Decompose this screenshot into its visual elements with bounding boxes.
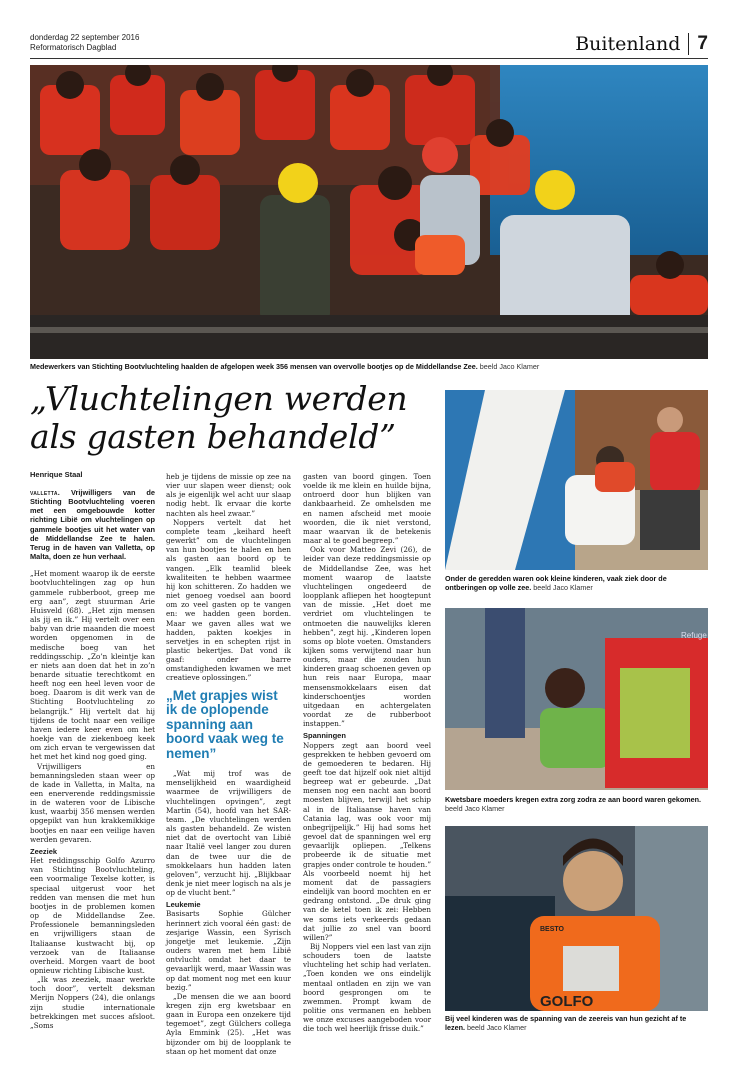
byline: Henrique Staal	[30, 470, 83, 479]
header-rule	[30, 58, 708, 59]
photo-4-illustration	[445, 826, 708, 1011]
photo-3-credit: beeld Jaco Klamer	[445, 804, 505, 813]
paragraph: Noppers zegt aan boord veel gesprekken te hebben gevoerd om de gemoederen te bedaren. Hij geeft toe dat hijzelf ook niet altijd begreep wat er gebeurde. „Dat mensen nog een nacht aan boord moesten blijven, terwijl het schip al in de Italiaanse haven van Catania lag, was ook voor mij onbegrijpelijk.” Hij had soms het gevoel dat de spanningen wel erg gevaarlijk opliepen. „Telkens probeerde ik de situatie met grapjes onder controle te houden.” Als voorbeeld noemt hij het moment dat de passagiers eindelijk van boord mochten en er gedrang ontstond. „De druk ging van de ketel toen ik zei: Hebben we soms iets verkeerds gedaan dat jullie zo snel van boord willen?”	[303, 740, 431, 942]
article-column-2	[166, 472, 291, 1056]
photo-children-rescue	[445, 390, 708, 570]
photo-4-vest-label: BESTO	[540, 926, 564, 933]
photo-4-caption	[445, 1014, 708, 1032]
lead-text: Vrijwilligers van de Stichting Bootvluchteling voeren met een omgebouwde kotter richting Libië om vluchtelingen op gammele bootjes uit het water van de Middellandse Zee te halen. Terug in de haven van Valletta, op Malta, doen ze hun verhaal.	[30, 488, 155, 562]
paragraph: Basisarts Sophie Gülcher herinnert zich vooral één gast: de zesjarige Wassin, een Syrisch jongetje met leukemie. „Zijn ouders waren met hem Libië ontvlucht omdat het daar te gevaarlijk werd, maar Wassin was op dat moment nog met een kuur bezig.”	[166, 909, 291, 992]
paragraph: Noppers vertelt dat het complete team „keihard heeft gewerkt” om de vluchtelingen van hun bootjes te halen en hen als gasten aan boord op te vangen. „Elk teamlid bleek kwaliteiten te hebben waarmee hij kon schitteren. Zo hadden we niet genoeg voedsel aan boord om zo veel gasten op te vangen en: we hadden geen borden. Maar we gaven alles wat we hadden, pakten koekjes in servetjes in en schepten rijst in plastic bekertjes. Dat vond ik gaaf: onder barre omstandigheden kwamen we met creatieve oplossingen.”	[166, 517, 291, 683]
photo-4-vest-text: GOLFO	[540, 993, 594, 1010]
photo-3-caption-text: Kwetsbare moeders kregen extra zorg zodra ze aan boord waren gekomen.	[445, 795, 702, 804]
paragraph: „De mensen die we aan boord kregen zijn erg kwetsbaar en gaan in Europa een onzekere tijd tegemoet”, zegt Gülchers collega Ayla Emmink (25). „Het was bijzonder om bij de loopplank te staan op het moment dat onze	[166, 991, 291, 1056]
photo-2-credit: beeld Jaco Klamer	[533, 583, 593, 592]
paragraph: Bij Noppers viel een last van zijn schouders toen de laatste vluchteling het schip had verlaten. „Toen konden we ons eindelijk mentaal ontladen en zijn we van boord gesprongen om te zwemmen. Prompt kwam de politie ons vermanen en hebben we onze excuses aangeboden voor die toch wel heerlijk frisse duik.”	[303, 941, 431, 1034]
photo-child-vest	[445, 826, 708, 1011]
photo-mother-care	[445, 608, 708, 790]
article-headline: „Vluchtelingen werden als gasten behandeld”	[30, 379, 408, 456]
paragraph: „Wat mij trof was de menselijkheid en waardigheid waarmee de vrijwilligers de vluchtelingen opvingen”, zegt Martin (54), hoofd van het SAR-team. „De vluchtelingen werden als gasten behandeld. Ze wisten niet dat de overtocht van Libië naar Italië veel langer zou duren dan de twee uur die de smokkelaars hun hadden laten geloven”, verzucht hij. „Blijkbaar denk je niet meer logisch na als je op de vlucht bent.”	[166, 769, 291, 898]
pull-quote: „Met grapjes wist ik de oplopende spanning aan boord vaak weg te nemen”	[166, 687, 284, 761]
section-name: Buitenland	[575, 33, 681, 55]
main-photo-credit: beeld Jaco Klamer	[479, 362, 540, 371]
page-number: 7	[697, 33, 708, 54]
main-photo-caption-text: Medewerkers van Stichting Bootvluchteling haalden de afgelopen week 356 mensen van overvolle bootjes op de Middellandse Zee.	[30, 362, 478, 371]
photo-4-caption-text: Bij veel kinderen was de spanning van de zeereis van hun gezicht af te lezen.	[445, 1014, 687, 1032]
photo-4-credit: beeld Jaco Klamer	[466, 1023, 527, 1032]
photo-3-illustration	[445, 608, 708, 790]
section-header	[575, 33, 708, 55]
article-column-3	[303, 472, 431, 1034]
subheading-leukemie: Leukemie	[166, 900, 201, 910]
paragraph: „Ik was zeeziek, maar werkte toch door”, vertelt deksman Merijn Noppers (24), die onlangs zijn studie internationale betrekkingen met succes afsloot. „Soms	[30, 975, 155, 1030]
paragraph: Ook voor Matteo Zevi (26), de leider van deze reddingsmissie op de Middellandse Zee, was het moment waarop de laatste vluchtelingen ongedeerd de loopplank afliepen het hoogtepunt van de missie. „Het doet me verdriet om vluchtelingen te ontmoeten die nauwelijks kleren hebben”, zegt hij. „Kinderen lopen soms op blote voeten. Omstanders kijken soms verwijtend naar hun ouders, maar die zouden hun kinderen graag schoenen geven op hun reis naar Europa, maar mensensmokkelaars eisen dat kinderschoentjes worden uitgedaan en achtergelaten voordat ze de rubberboot instappen.”	[303, 545, 431, 729]
photo-2-caption-text: Onder de geredden waren ook kleine kinderen, vaak ziek door de ontberingen op volle zee.	[445, 574, 667, 592]
newspaper-name: Reformatorisch Dagblad	[30, 43, 117, 52]
subheading-zeeziek: Zeeziek	[30, 846, 58, 856]
masthead-info	[30, 33, 139, 53]
paragraph: gasten van boord gingen. Toen voelde ik me klein en huilde bijna, ontroerd door hun blijken van dankbaarheid. Ze omhelsden me en namen afscheid met mooie woorden, die ik niet verstond, maar waarvan ik de betekenis maar al te goed begreep.”	[303, 472, 431, 546]
header-separator	[688, 33, 689, 55]
main-photo	[30, 65, 708, 359]
issue-date: donderdag 22 september 2016	[30, 33, 140, 42]
main-photo-illustration	[30, 65, 708, 359]
dateline: valletta.	[30, 488, 61, 497]
subheading-spanningen: Spanningen	[303, 731, 346, 741]
paragraph: heb je tijdens de missie op zee na vier uur slapen weer dienst; ook als je eigenlijk wel acht uur slaap nodig hebt. Ik ervaar die korte nachten als heel zwaar.”	[166, 472, 291, 518]
paragraph: „Het moment waarop ik de eerste bootvluchtelingen zag op hun gammele rubberboot, greep me erg aan”, zegt stuurman Arie Huisveld (68). „Het zijn mensen als jij en ik.” Hij vertelt over een baby van drie maanden die moest worden opgenomen in de medische boeg van het reddingsschip. „Zo’n kleintje kan er niets aan doen dat het in zo’n benarde situatie terechtkomt en heeft nog een heel leven voor de boeg. Daarom is dit werk van de Stichting Bootvluchteling zo belangrijk.” Hij vertelt dat hij tijdens de tocht naar een veilige haven iedere keer even om het hoekje van de ziekenboeg keek om zich ervan te vergewissen dat het met het kind nog goed ging.	[30, 569, 155, 762]
article-lead	[30, 488, 155, 561]
main-photo-caption	[30, 362, 708, 371]
paragraph: Het reddingsschip Golfo Azurro van Stichting Bootvluchteling, een voormalige Texelse kotter, is speciaal uitgerust voor het redden van mensen die met hun bootjes in de problemen komen op de Middellandse Zee. Professionele bemanningsleden en vrijwilligers staan de Italiaanse kustwacht bij, op verzoek van de Italiaanse overheid. Morgen vaart de boot opnieuw richting Libische kust.	[30, 856, 155, 975]
photo-3-caption	[445, 795, 708, 813]
article-column-1	[30, 488, 155, 1030]
photo-2-illustration	[445, 390, 708, 570]
paragraph: Vrijwilligers en bemanningsleden staan weer op de kade in Valletta, in Malta, na een enerverende reddingsmissie in de wateren voor de Libische kust, waarbij 356 mensen werden opgepikt van hun krakkemikkige bootjes en naar een veilige haven werden gevaren.	[30, 761, 155, 844]
photo-2-caption	[445, 574, 708, 592]
photo-3-vest-text: Refuge	[681, 631, 707, 640]
